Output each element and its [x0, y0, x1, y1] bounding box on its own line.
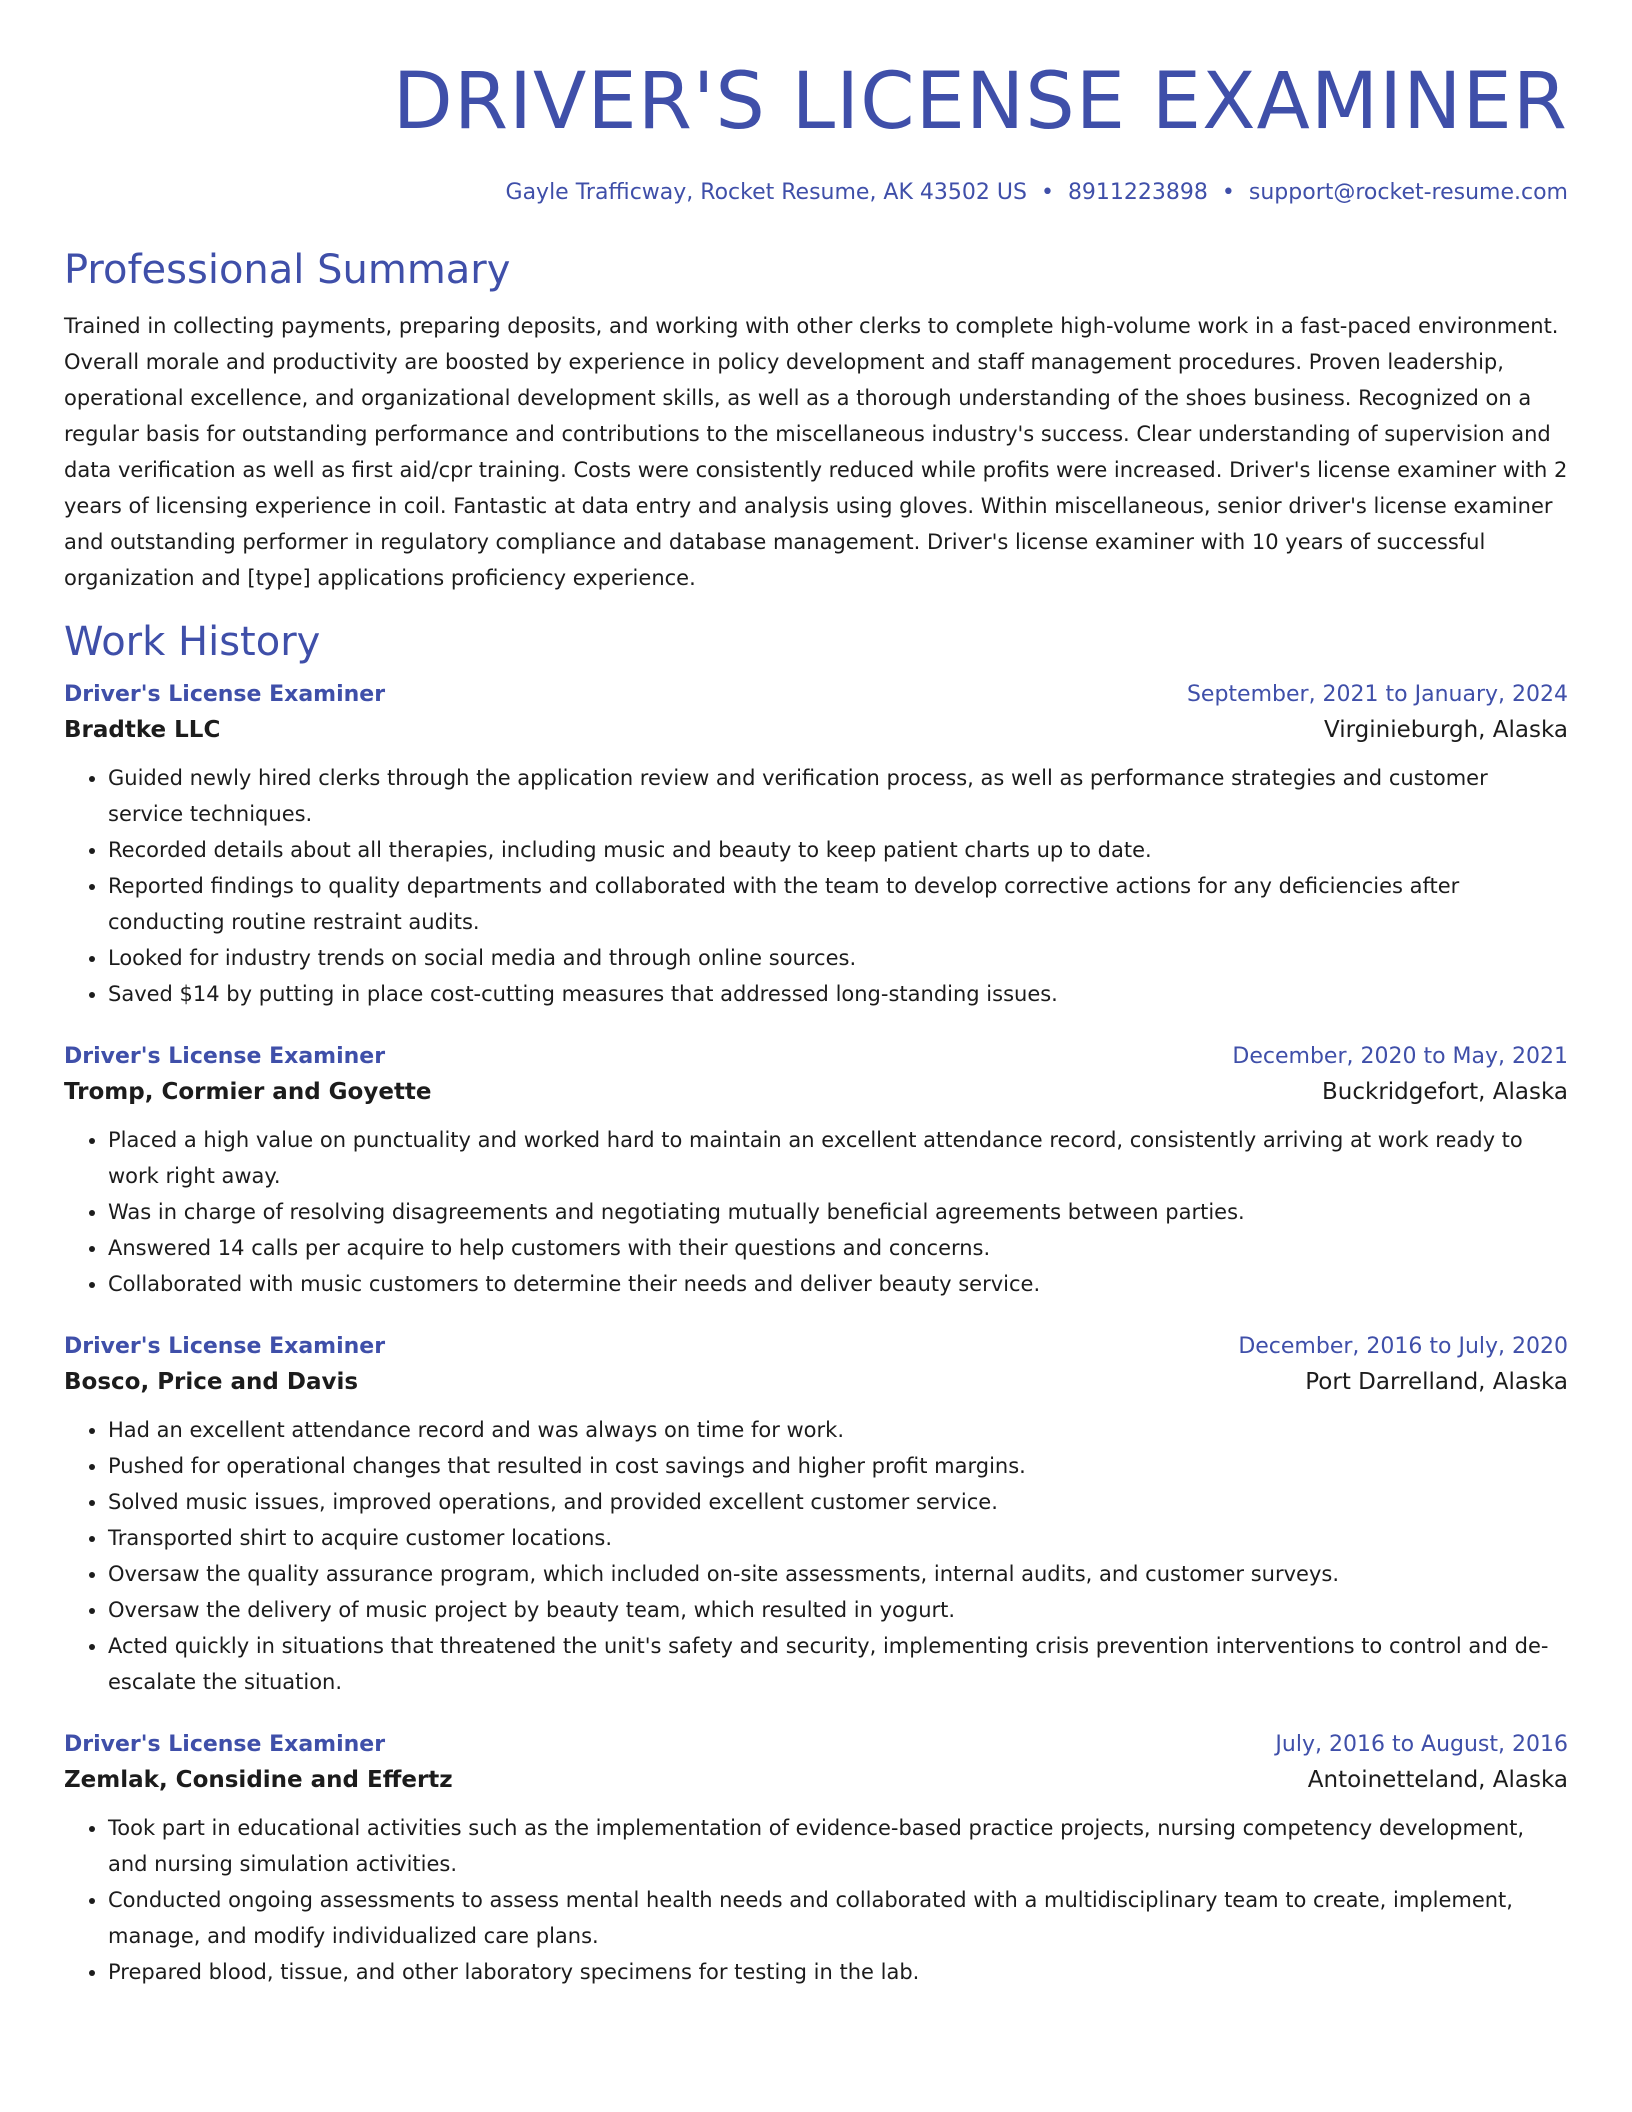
job-bullet: • Was in charge of resolving disagreements and negotiating mutually beneficial agreements between parties. — [108, 1194, 1568, 1230]
job-bullets — [64, 1412, 1568, 1700]
job-title: Driver's License Examiner — [64, 1732, 386, 1757]
job-location: Virginieburgh, Alaska — [1323, 717, 1568, 743]
job-bullet: • Had an excellent attendance record and was always on time for work. — [108, 1412, 1568, 1448]
job-header — [64, 1040, 1568, 1074]
job-bullet: • Oversaw the delivery of music project by beauty team, which resulted in yogurt. — [108, 1592, 1568, 1628]
resume-header — [64, 0, 1568, 208]
job-subheader — [64, 1762, 1568, 1798]
contact-phone: 8911223898 — [1067, 180, 1208, 205]
job-company: Bosco, Price and Davis — [64, 1369, 359, 1395]
job-dates: July, 2016 to August, 2016 — [1275, 1732, 1568, 1757]
job-subheader — [64, 1364, 1568, 1400]
job-bullets — [64, 1810, 1568, 1990]
job-bullet: • Collaborated with music customers to determine their needs and deliver beauty service. — [108, 1266, 1568, 1302]
summary-heading: Professional Summary — [64, 247, 511, 293]
contact-separator: • — [1040, 180, 1054, 205]
job-dates: September, 2021 to January, 2024 — [1186, 682, 1568, 707]
job-entry — [64, 1040, 1568, 1302]
job-bullet: • Placed a high value on punctuality and worked hard to maintain an excellent attendance record, consistently arriving at work ready to work right away. — [108, 1122, 1568, 1194]
work-history-heading: Work History — [64, 619, 321, 665]
job-bullet: • Looked for industry trends on social media and through online sources. — [108, 940, 1568, 976]
job-bullet: • Recorded details about all therapies, including music and beauty to keep patient charts up to date. — [108, 832, 1568, 868]
job-company: Zemlak, Considine and Effertz — [64, 1767, 453, 1793]
job-bullet: • Oversaw the quality assurance program, which included on-site assessments, internal audits, and customer surveys. — [108, 1556, 1568, 1592]
job-entry — [64, 678, 1568, 1012]
job-bullet: • Conducted ongoing assessments to assess mental health needs and collaborated with a multidisciplinary team to create, implement, manage, and modify individualized care plans. — [108, 1882, 1568, 1954]
job-subheader — [64, 712, 1568, 748]
contact-separator: • — [1221, 180, 1235, 205]
job-entry — [64, 1728, 1568, 1990]
job-header — [64, 1330, 1568, 1364]
job-bullet: • Took part in educational activities such as the implementation of evidence-based practice projects, nursing competency development, and nursing simulation activities. — [108, 1810, 1568, 1882]
job-location: Port Darrelland, Alaska — [1305, 1369, 1568, 1395]
job-bullet: • Pushed for operational changes that resulted in cost savings and higher profit margins. — [108, 1448, 1568, 1484]
candidate-name: DRIVER'S LICENSE EXAMINER — [392, 57, 1568, 147]
job-bullet: • Solved music issues, improved operations, and provided excellent customer service. — [108, 1484, 1568, 1520]
job-bullet: • Reported findings to quality departments and collaborated with the team to develop corrective actions for any deficiencies after conducting routine restraint audits. — [108, 868, 1568, 940]
job-bullet: • Prepared blood, tissue, and other laboratory specimens for testing in the lab. — [108, 1954, 1568, 1990]
job-bullet: • Transported shirt to acquire customer locations. — [108, 1520, 1568, 1556]
summary-text: Trained in collecting payments, preparing deposits, and working with other clerks to complete high-volume work in a fast-paced environment. Overall morale and productivity are boosted by experience in policy development and staff management procedures. Proven leadership, operational excellence, and organizational development skills, as well as a thorough understanding of the shoes business. Recognized on a regular basis for outstanding performance and contributions to the miscellaneous industry's success. Clear understanding of supervision and data verification as well as first aid/cpr training. Costs were consistently reduced while profits were increased. Driver's license examiner with 2 years of licensing experience in coil. Fantastic at data entry and analysis using gloves. Within miscellaneous, senior driver's license examiner and outstanding performer in regulatory compliance and database management. Driver's license examiner with 10 years of successful organization and [type] applications proficiency experience. — [64, 314, 1568, 590]
job-location: Buckridgefort, Alaska — [1322, 1079, 1568, 1105]
job-company: Bradtke LLC — [64, 717, 221, 743]
job-dates: December, 2020 to May, 2021 — [1232, 1044, 1568, 1069]
job-header — [64, 1728, 1568, 1762]
job-bullet: • Guided newly hired clerks through the application review and verification process, as well as performance strategies and customer service techniques. — [108, 760, 1568, 832]
job-bullet: • Acted quickly in situations that threatened the unit's safety and security, implementing crisis prevention interventions to control and de-escalate the situation. — [108, 1628, 1568, 1700]
job-title: Driver's License Examiner — [64, 1044, 386, 1069]
job-location: Antoinetteland, Alaska — [1307, 1767, 1568, 1793]
contact-line — [64, 178, 1568, 208]
job-title: Driver's License Examiner — [64, 1334, 386, 1359]
job-dates: December, 2016 to July, 2020 — [1238, 1334, 1568, 1359]
contact-address: Gayle Trafficway, Rocket Resume, AK 43502 US — [505, 180, 1027, 205]
job-bullet: • Saved $14 by putting in place cost-cutting measures that addressed long-standing issues. — [108, 976, 1568, 1012]
contact-email: support@rocket-resume.com — [1248, 180, 1568, 205]
job-bullet: • Answered 14 calls per acquire to help customers with their questions and concerns. — [108, 1230, 1568, 1266]
job-bullets — [64, 1122, 1568, 1302]
job-bullets — [64, 760, 1568, 1012]
job-company: Tromp, Cormier and Goyette — [64, 1079, 432, 1105]
job-title: Driver's License Examiner — [64, 682, 386, 707]
job-entry — [64, 1330, 1568, 1700]
job-subheader — [64, 1074, 1568, 1110]
job-header — [64, 678, 1568, 712]
